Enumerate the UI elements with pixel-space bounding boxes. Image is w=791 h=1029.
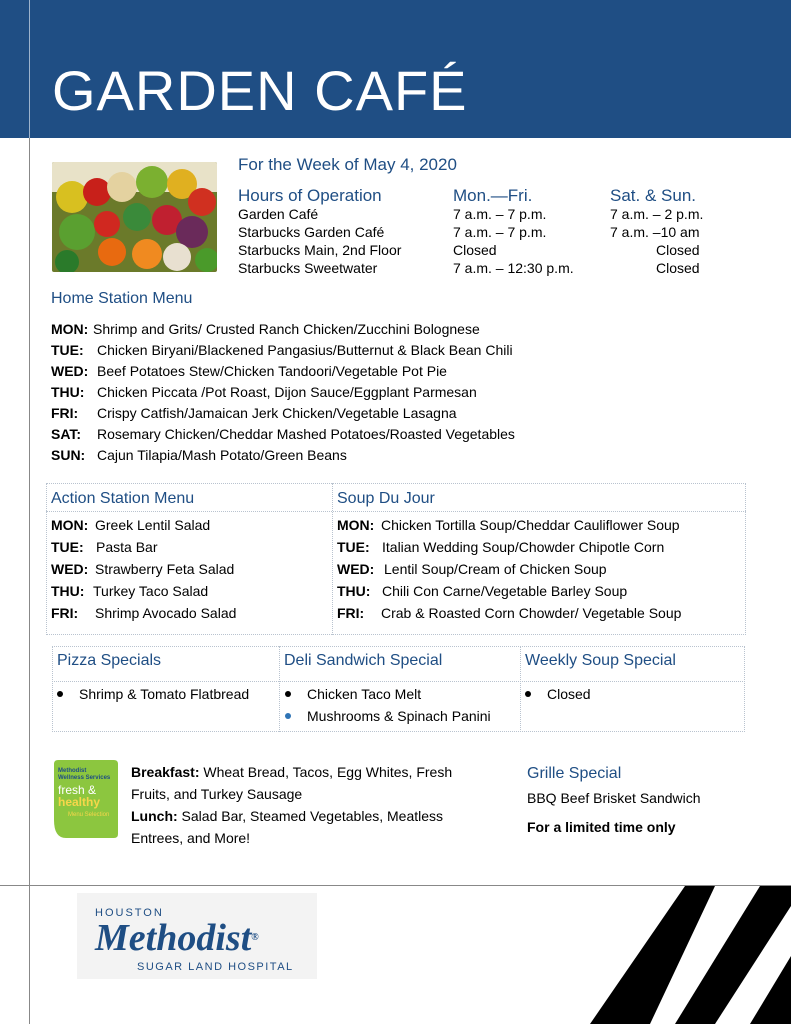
margin-line [29,138,30,1024]
day-label: THU: [337,583,371,599]
hours-place: Garden Café [238,206,319,222]
list-item [51,426,515,442]
day-label: FRI: [51,605,79,621]
badge-text: Menu Selection [68,812,110,818]
table-divider [46,511,746,512]
lunch-text-2: Entrees, and More! [131,830,251,846]
methodist-m-icon [590,886,791,1024]
day-label: MON: [337,517,375,533]
breakfast-label: Breakfast: [131,764,200,780]
list-item [285,708,491,724]
hours-title: Hours of Operation [238,186,382,205]
day-label: FRI: [51,405,79,421]
menu-text: Shrimp Avocado Salad [95,605,237,621]
day-label: MON: [51,321,89,337]
grille-special-note: For a limited time only [527,819,676,835]
day-label: THU: [51,583,85,599]
hours-weekday: 7 a.m. – 7 p.m. [453,206,547,222]
menu-text: Chicken Biryani/Blackened Pangasius/Butternut & Black Bean Chili [97,342,513,358]
list-item [51,561,234,577]
list-item [51,363,447,379]
hours-weekday: 7 a.m. – 7 p.m. [453,224,547,240]
day-label: WED: [51,561,89,577]
home-station-title: Home Station Menu [51,290,193,307]
pizza-specials-title: Pizza Specials [57,652,162,669]
list-item [51,447,347,463]
menu-text: Shrimp and Grits/ Crusted Ranch Chicken/Zucchini Bolognese [93,321,480,337]
list-item [51,517,210,533]
menu-text: Crab & Roasted Corn Chowder/ Vegetable Soup [381,605,682,621]
day-label: MON: [51,517,89,533]
lunch-line [131,808,443,824]
bullet-icon [285,713,291,719]
list-item [57,686,249,702]
list-item [337,517,680,533]
day-label: WED: [337,561,375,577]
soup-du-jour-title: Soup Du Jour [337,490,435,507]
special-text: Chicken Taco Melt [307,686,422,702]
hours-place: Starbucks Main, 2nd Floor [238,242,402,258]
menu-text: Turkey Taco Salad [93,583,209,599]
hours-weekend: Closed [656,242,700,258]
bullet-icon [525,691,531,697]
logo-name: Methodist [95,917,252,959]
table-divider [52,681,745,682]
hours-weekend: 7 a.m. – 2 p.m. [610,206,704,222]
page-title: GARDEN CAFÉ [52,59,468,122]
hours-weekday-header: Mon.—Fri. [453,186,533,205]
logo-text-top: HOUSTON [95,907,164,919]
list-item [337,605,681,621]
lunch-text: Salad Bar, Steamed Vegetables, Meatless [177,808,444,824]
methodist-logo [77,893,317,979]
logo-text-sub: SUGAR LAND HOSPITAL [137,961,294,973]
list-item [51,605,236,621]
logo-registered: ® [251,932,259,943]
hours-weekday: 7 a.m. – 12:30 p.m. [453,260,574,276]
menu-text: Cajun Tilapia/Mash Potato/Green Beans [97,447,347,463]
hours-weekend: 7 a.m. –10 am [610,224,700,240]
breakfast-text: Wheat Bread, Tacos, Egg Whites, Fresh [199,764,453,780]
week-of-label: For the Week of May 4, 2020 [238,155,457,174]
list-item [51,583,208,599]
menu-text: Strawberry Feta Salad [95,561,235,577]
badge-text: healthy [58,795,101,809]
list-item [51,405,457,421]
action-station-title: Action Station Menu [51,490,195,507]
list-item [51,539,157,555]
list-item [51,321,480,337]
hours-weekend-header: Sat. & Sun. [610,186,696,205]
badge-text: Methodist [58,768,87,774]
list-item [51,342,513,358]
menu-text: Crispy Catfish/Jamaican Jerk Chicken/Vegetable Lasagna [97,405,457,421]
menu-text: Beef Potatoes Stew/Chicken Tandoori/Vegetable Pot Pie [97,363,447,379]
menu-text: Italian Wedding Soup/Chowder Chipotle Corn [382,539,665,555]
menu-text: Chicken Tortilla Soup/Cheddar Cauliflower Soup [381,517,680,533]
day-label: THU: [51,384,85,400]
special-text: Closed [547,686,591,702]
grille-special-title: Grille Special [527,765,622,782]
list-item [337,561,607,577]
day-label: SAT: [51,426,82,442]
badge-text: fresh & [58,783,97,797]
menu-text: Chicken Piccata /Pot Roast, Dijon Sauce/Eggplant Parmesan [97,384,477,400]
breakfast-text-2: Fruits, and Turkey Sausage [131,786,303,802]
day-label: FRI: [337,605,365,621]
list-item [525,686,591,702]
hours-place: Starbucks Sweetwater [238,260,378,276]
hours-weekend: Closed [656,260,700,276]
menu-text: Lentil Soup/Cream of Chicken Soup [384,561,607,577]
day-label: TUE: [337,539,370,555]
menu-text: Chili Con Carne/Vegetable Barley Soup [382,583,628,599]
day-label: SUN: [51,447,86,463]
vegetables-image [52,162,217,272]
fresh-healthy-badge [54,760,118,838]
special-text: Mushrooms & Spinach Panini [307,708,491,724]
bullet-icon [285,691,291,697]
list-item [337,539,664,555]
day-label: TUE: [51,539,84,555]
breakfast-line [131,764,452,780]
special-text: Shrimp & Tomato Flatbread [79,686,250,702]
weekly-soup-title: Weekly Soup Special [525,652,676,669]
menu-text: Pasta Bar [96,539,158,555]
menu-text: Greek Lentil Salad [95,517,211,533]
menu-text: Rosemary Chicken/Cheddar Mashed Potatoes/Roasted Vegetables [97,426,515,442]
bullet-icon [57,691,63,697]
hours-weekday: Closed [453,242,497,258]
hours-place: Starbucks Garden Café [238,224,385,240]
badge-text: Wellness Services [58,775,111,781]
list-item [51,384,477,400]
logo-name-wrap [95,917,259,959]
day-label: WED: [51,363,89,379]
grille-special-item: BBQ Beef Brisket Sandwich [527,790,701,806]
lunch-label: Lunch: [131,808,178,824]
list-item [285,686,421,702]
day-label: TUE: [51,342,84,358]
deli-special-title: Deli Sandwich Special [284,652,443,669]
margin-line [29,0,30,138]
list-item [337,583,627,599]
